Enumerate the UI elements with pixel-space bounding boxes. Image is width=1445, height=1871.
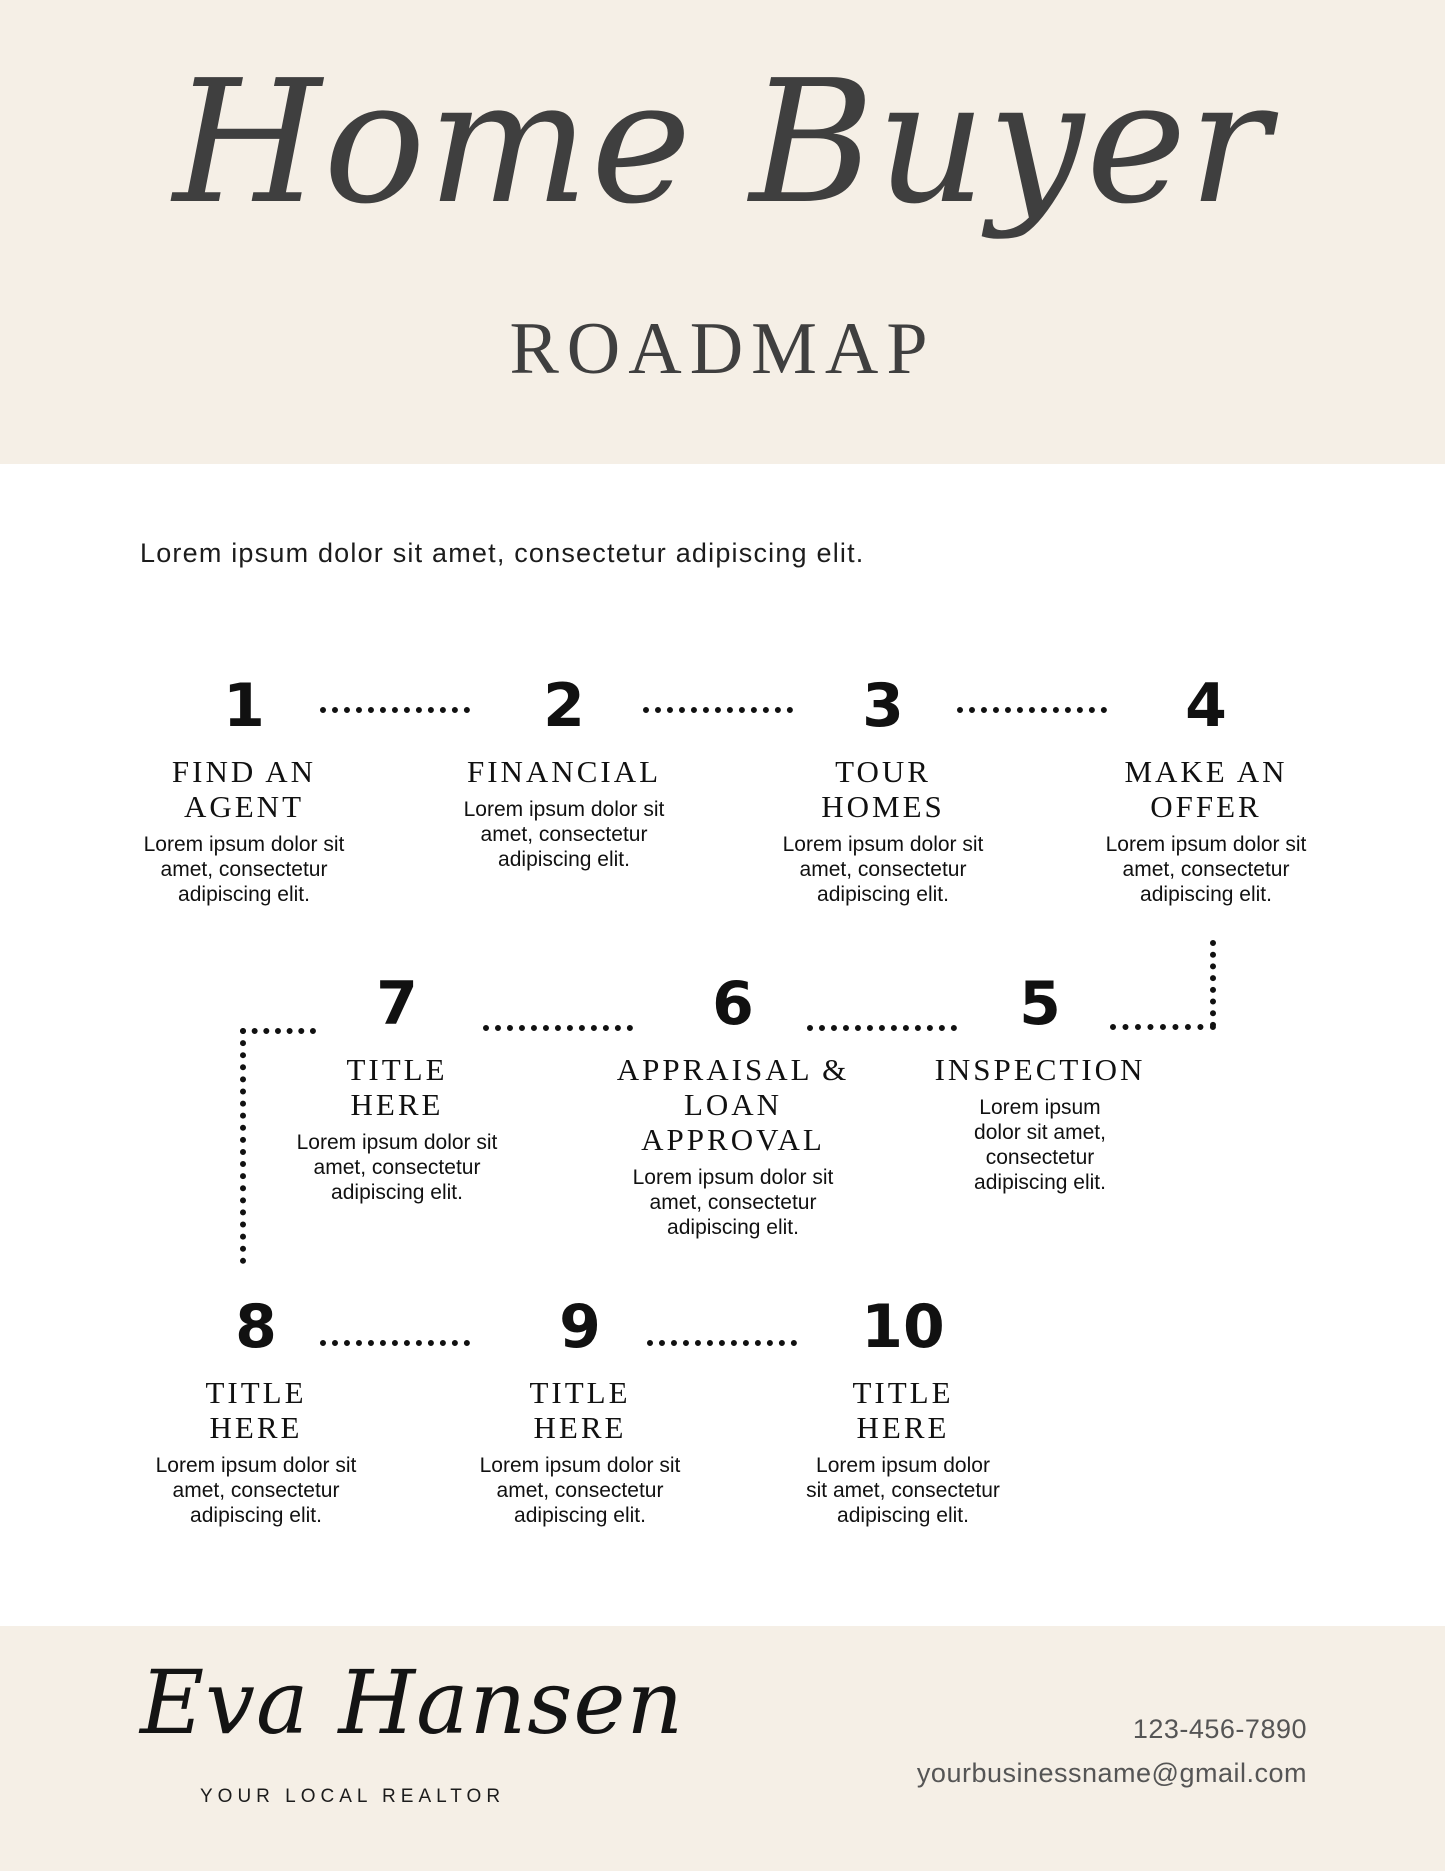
step-description: Lorem ipsum dolor sit amet, consectetur adipiscing elit. [974, 1096, 1106, 1194]
step-description: Lorem ipsum dolor sit amet, consectetur adipiscing elit. [806, 1454, 1000, 1527]
step-number: 7 [376, 969, 418, 1039]
tagline: YOUR LOCAL REALTOR [200, 1786, 506, 1807]
step-5 [890, 969, 1190, 1195]
signature: Eva Hansen [140, 1651, 685, 1754]
step-title: TITLE HERE [205, 1375, 307, 1445]
step-title: INSPECTION [934, 1052, 1146, 1087]
step-number: 8 [235, 1292, 277, 1362]
step-description: Lorem ipsum dolor sit amet, consectetur adipiscing elit. [296, 1131, 498, 1204]
step-8 [106, 1292, 406, 1528]
connector-4-down [1210, 940, 1216, 1028]
step-title: TOUR HOMES [821, 754, 945, 824]
step-10 [753, 1292, 1053, 1528]
step-3 [733, 671, 1033, 907]
step-title: FINANCIAL [466, 754, 662, 789]
step-description: Lorem ipsum dolor sit amet, consectetur adipiscing elit. [463, 798, 665, 871]
step-6 [583, 969, 883, 1240]
step-title: TITLE HERE [852, 1375, 954, 1445]
step-number: 6 [712, 969, 754, 1039]
step-number: 9 [559, 1292, 601, 1362]
step-description: Lorem ipsum dolor sit amet, consectetur adipiscing elit. [143, 833, 345, 906]
intro-text: Lorem ipsum dolor sit amet, consectetur adipiscing elit. [140, 538, 865, 568]
step-description: Lorem ipsum dolor sit amet, consectetur adipiscing elit. [1105, 833, 1307, 906]
step-description: Lorem ipsum dolor sit amet, consectetur adipiscing elit. [782, 833, 984, 906]
step-title: TITLE HERE [346, 1052, 448, 1122]
step-7 [247, 969, 547, 1205]
step-1 [94, 671, 394, 907]
phone-number: 123-456-7890 [1132, 1714, 1307, 1744]
step-description: Lorem ipsum dolor sit amet, consectetur adipiscing elit. [479, 1454, 681, 1527]
step-description: Lorem ipsum dolor sit amet, consectetur adipiscing elit. [155, 1454, 357, 1527]
step-number: 3 [862, 671, 904, 741]
connector-7-down [240, 1028, 246, 1264]
script-title: Home Buyer [173, 44, 1272, 242]
email-address: yourbusinessname@gmail.com [916, 1758, 1307, 1788]
step-title: FIND AN AGENT [171, 754, 317, 824]
step-description: Lorem ipsum dolor sit amet, consectetur adipiscing elit. [632, 1166, 834, 1239]
step-4 [1056, 671, 1356, 907]
step-title: MAKE AN OFFER [1124, 754, 1288, 824]
step-number: 2 [543, 671, 585, 741]
page-title: ROADMAP [509, 308, 936, 390]
step-title: TITLE HERE [529, 1375, 631, 1445]
step-number: 5 [1019, 969, 1061, 1039]
step-title: APPRAISAL & LOAN APPROVAL [616, 1052, 850, 1157]
step-9 [430, 1292, 730, 1528]
step-number: 10 [861, 1292, 945, 1362]
step-number: 1 [223, 671, 265, 741]
step-number: 4 [1185, 671, 1227, 741]
step-2 [414, 671, 714, 872]
